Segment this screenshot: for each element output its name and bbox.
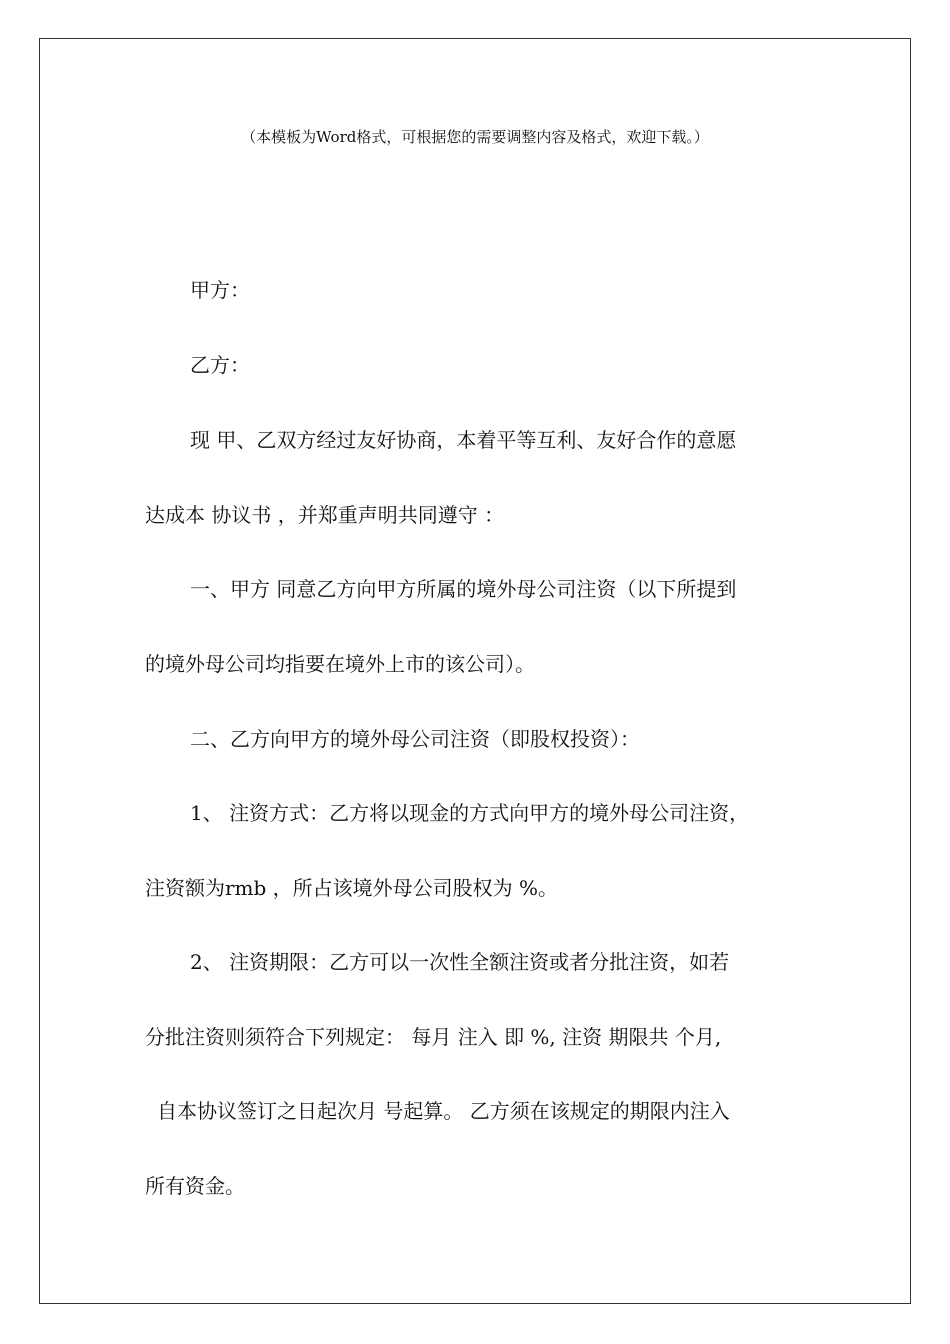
- preamble-line-2: 达成本 协议书 ，并郑重声明共同遵守 ：: [145, 503, 505, 527]
- clause-2-1-line-2: 注资额为rmb ，所占该境外母公司股权为 %。: [145, 876, 559, 900]
- clause-1-line-2: 的境外母公司均指要在境外上市的该公司）。: [145, 652, 535, 676]
- preamble-line-1: 现 甲、乙双方经过友好协商，本着平等互利、友好合作的意愿: [190, 428, 737, 452]
- clause-2-2-line-2: 分批注资则须符合下列规定： 每月 注入 即 %, 注资 期限共 个月,: [145, 1025, 722, 1049]
- clause-2-2-line-4: 所有资金。: [145, 1174, 245, 1198]
- clause-1-line-1: 一、甲方 同意乙方向甲方所属的境外母公司注资（以下所提到: [190, 577, 737, 601]
- clause-2-2-line-1: 2、 注资期限：乙方可以一次性全额注资或者分批注资，如若: [190, 950, 730, 974]
- clause-2-2-line-3: 自本协议签订之日起次月 号起算。 乙方须在该规定的期限内注入: [157, 1099, 730, 1123]
- party-b-line: 乙方：: [190, 353, 250, 377]
- template-note: （本模板为Word格式，可根据您的需要调整内容及格式，欢迎下载。）: [241, 128, 709, 146]
- clause-2-heading: 二、乙方向甲方的境外母公司注资（即股权投资）：: [190, 727, 640, 751]
- clause-2-1-line-1: 1、 注资方式：乙方将以现金的方式向甲方的境外母公司注资，: [190, 801, 750, 825]
- party-a-line: 甲方：: [190, 278, 250, 302]
